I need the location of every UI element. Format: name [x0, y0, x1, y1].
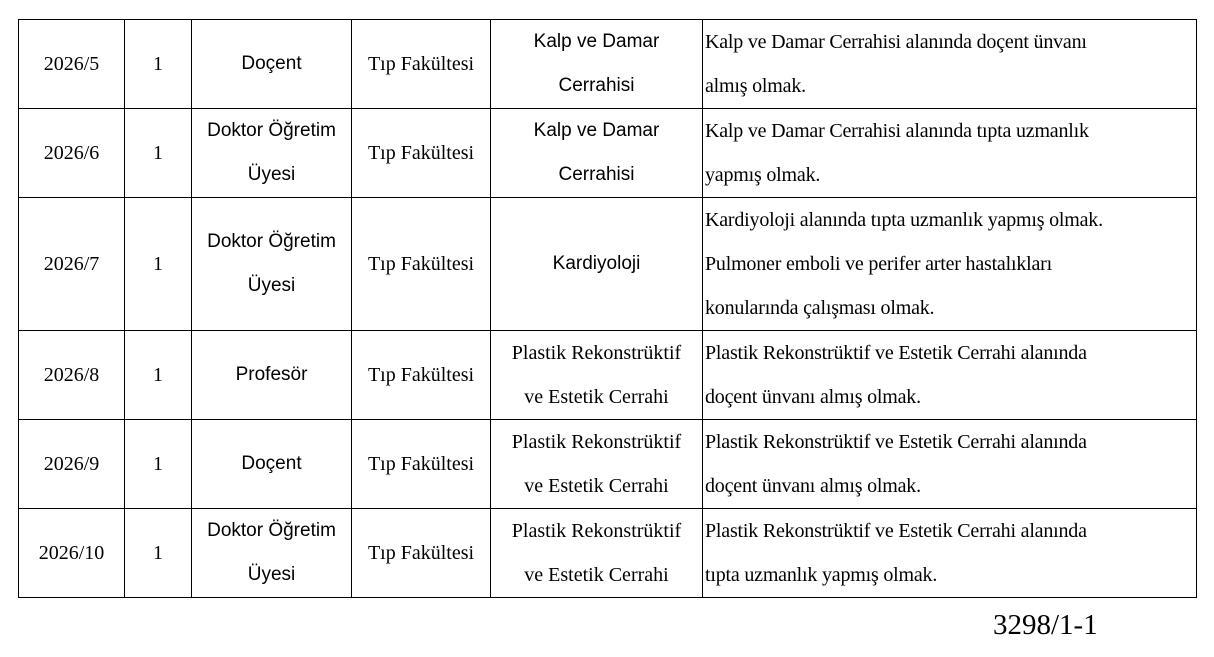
academic-title [192, 109, 352, 198]
table-row [19, 198, 1197, 331]
faculty-unit: Tıp Fakültesi [352, 198, 491, 331]
academic-title-line: Üyesi [247, 564, 296, 585]
academic-title-line: Doçent [241, 453, 302, 474]
requirement-line: Plastik Rekonstrüktif ve Estetik Cerrahi alanında [705, 520, 1087, 542]
requirement-line: konularında çalışması olmak. [705, 297, 935, 319]
requirement [703, 20, 1197, 109]
requirement-line: tıpta uzmanlık yapmış olmak. [705, 564, 938, 586]
table-row [19, 509, 1197, 598]
requirement [703, 331, 1197, 420]
academic-title-line: Üyesi [247, 275, 296, 296]
department [491, 331, 703, 420]
requirement-line: Pulmoner emboli ve perifer arter hastalıkları [705, 253, 1052, 275]
position-table [18, 19, 1197, 598]
requirement-line: doçent ünvanı almış olmak. [705, 386, 921, 408]
department-line: Cerrahisi [558, 75, 635, 96]
requirement-line: Plastik Rekonstrüktif ve Estetik Cerrahi alanında [705, 342, 1087, 364]
requirement-line: Kardiyoloji alanında tıpta uzmanlık yapmış olmak. [705, 209, 1103, 231]
department-line: ve Estetik Cerrahi [524, 386, 669, 408]
table-row [19, 331, 1197, 420]
department [491, 420, 703, 509]
department-line: ve Estetik Cerrahi [524, 564, 669, 586]
position-number: 2026/9 [19, 420, 125, 509]
department-line: Kalp ve Damar [533, 31, 660, 52]
document-reference-number: 3298/1-1 [993, 609, 1098, 641]
requirement-line: almış olmak. [705, 75, 806, 97]
department [491, 198, 703, 331]
department-line: Plastik Rekonstrüktif [511, 342, 682, 364]
academic-title [192, 20, 352, 109]
academic-title-line: Üyesi [247, 164, 296, 185]
faculty-unit: Tıp Fakültesi [352, 331, 491, 420]
faculty-unit: Tıp Fakültesi [352, 20, 491, 109]
academic-title-line: Profesör [235, 364, 308, 385]
department-line: Plastik Rekonstrüktif [511, 520, 682, 542]
table-row [19, 109, 1197, 198]
faculty-unit: Tıp Fakültesi [352, 420, 491, 509]
requirement-line: Kalp ve Damar Cerrahisi alanında doçent ünvanı [705, 31, 1087, 53]
requirement [703, 509, 1197, 598]
faculty-unit: Tıp Fakültesi [352, 109, 491, 198]
position-number: 2026/5 [19, 20, 125, 109]
position-count: 1 [125, 420, 192, 509]
requirement-line: yapmış olmak. [705, 164, 821, 186]
academic-title [192, 420, 352, 509]
requirement [703, 109, 1197, 198]
position-count: 1 [125, 109, 192, 198]
department [491, 20, 703, 109]
position-number: 2026/8 [19, 331, 125, 420]
position-number: 2026/10 [19, 509, 125, 598]
academic-title-line: Doktor Öğretim [207, 520, 336, 541]
academic-title-line: Doktor Öğretim [207, 231, 336, 252]
table-row [19, 420, 1197, 509]
requirement-line: doçent ünvanı almış olmak. [705, 475, 921, 497]
department-line: Kalp ve Damar [533, 120, 660, 141]
academic-title [192, 331, 352, 420]
requirement [703, 198, 1197, 331]
position-count: 1 [125, 331, 192, 420]
department-line: Kardiyoloji [552, 253, 641, 274]
academic-title [192, 198, 352, 331]
position-count: 1 [125, 509, 192, 598]
requirement [703, 420, 1197, 509]
table-row [19, 20, 1197, 109]
academic-title [192, 509, 352, 598]
department-line: Cerrahisi [558, 164, 635, 185]
department-line: Plastik Rekonstrüktif [511, 431, 682, 453]
position-number: 2026/6 [19, 109, 125, 198]
department-line: ve Estetik Cerrahi [524, 475, 669, 497]
position-number: 2026/7 [19, 198, 125, 331]
position-count: 1 [125, 198, 192, 331]
department [491, 509, 703, 598]
academic-title-line: Doktor Öğretim [207, 120, 336, 141]
position-count: 1 [125, 20, 192, 109]
academic-title-line: Doçent [241, 53, 302, 74]
faculty-unit: Tıp Fakültesi [352, 509, 491, 598]
department [491, 109, 703, 198]
requirement-line: Plastik Rekonstrüktif ve Estetik Cerrahi alanında [705, 431, 1087, 453]
requirement-line: Kalp ve Damar Cerrahisi alanında tıpta uzmanlık [705, 120, 1089, 142]
